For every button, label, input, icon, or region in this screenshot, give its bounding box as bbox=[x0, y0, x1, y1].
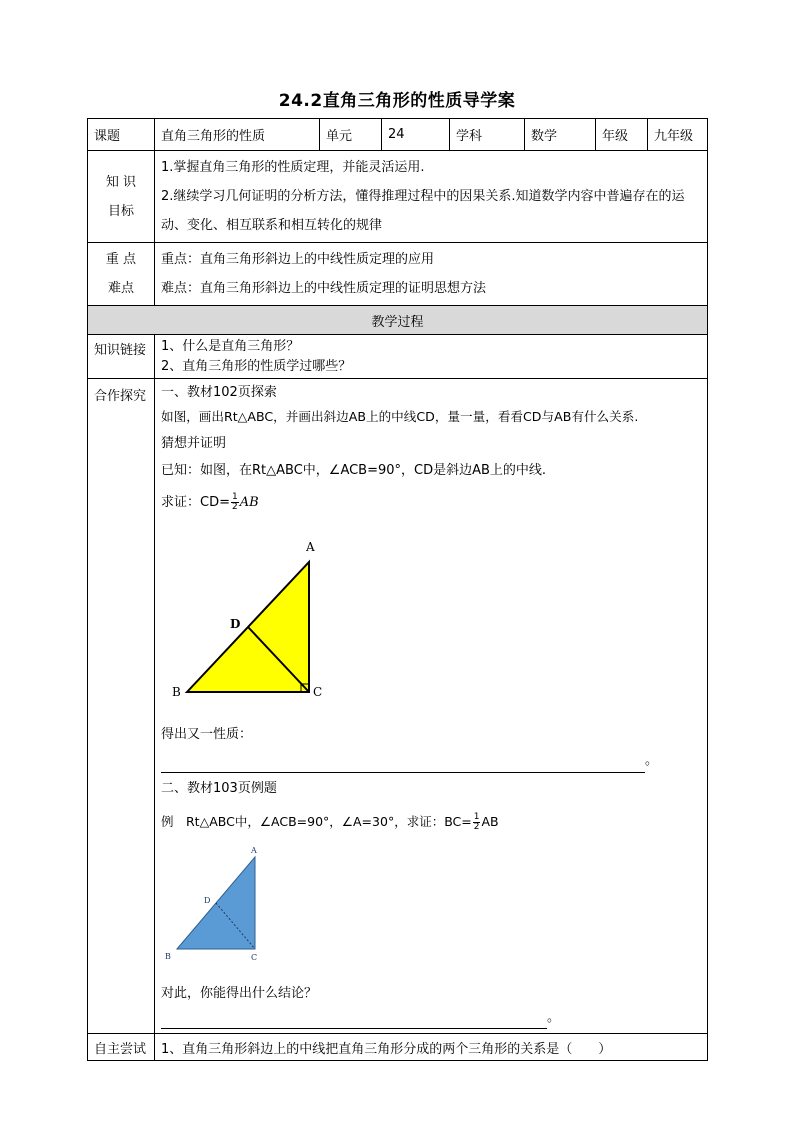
section2-title: 二、教材103页例题 bbox=[161, 781, 277, 796]
explore-guess: 猜想并证明 bbox=[161, 436, 227, 451]
review-label: 知识链接 bbox=[88, 335, 155, 379]
subject-label: 学科 bbox=[450, 119, 525, 151]
figure2-label-b: B bbox=[165, 952, 171, 961]
example-frac-num: 1 bbox=[473, 812, 480, 822]
figure2-label-a: A bbox=[251, 846, 257, 855]
figure1-label-b: B bbox=[172, 685, 181, 699]
prove-fraction bbox=[231, 493, 239, 512]
keypoints-row bbox=[88, 243, 708, 306]
goals-label-line1: 知 识 bbox=[105, 174, 137, 190]
goal-item-2: 2.继续学习几何证明的分析方法，懂得推理过程中的因果关系.知道数学内容中普遍存在的运动、变化、相互联系和相互转化的规律 bbox=[161, 189, 685, 233]
prove-prefix: 求证：CD= bbox=[161, 495, 230, 510]
section1-title: 一、教材102页探索 bbox=[161, 385, 277, 400]
conclusion2-line bbox=[161, 1007, 701, 1029]
goal-item-1: 1.掌握直角三角形的性质定理，并能灵活运用. bbox=[161, 160, 425, 175]
conclusion1-blank[interactable] bbox=[161, 754, 645, 773]
figure1-label-d: D bbox=[230, 617, 241, 631]
prove-frac-den: 2 bbox=[231, 502, 238, 512]
explore-prove bbox=[161, 485, 701, 521]
figure2-label-d: D bbox=[204, 896, 211, 905]
conclusion2-prompt: 对此，你能得出什么结论？ bbox=[161, 986, 318, 1001]
process-band-row bbox=[88, 306, 708, 335]
explore-row bbox=[88, 379, 708, 1034]
conclusion1-prompt: 得出又一性质： bbox=[161, 727, 253, 742]
process-header: 教学过程 bbox=[88, 306, 708, 335]
goals-row bbox=[88, 151, 708, 243]
unit-label: 单元 bbox=[320, 119, 382, 151]
prove-frac-num: 1 bbox=[231, 492, 238, 502]
keypoints-label-line2: 难点 bbox=[107, 281, 134, 296]
example-suffix: AB bbox=[481, 814, 499, 829]
review-content bbox=[155, 335, 708, 379]
course-value: 直角三角形的性质 bbox=[155, 119, 320, 151]
header-row bbox=[88, 119, 708, 151]
review-question-2: 2、直角三角形的性质学过哪些？ bbox=[161, 359, 352, 374]
example-fraction bbox=[473, 813, 481, 832]
review-row bbox=[88, 335, 708, 379]
review-question-1: 1、什么是直角三角形？ bbox=[161, 339, 300, 354]
figure-2 bbox=[161, 841, 291, 971]
grade-label: 年级 bbox=[596, 119, 648, 151]
goals-label bbox=[88, 151, 155, 243]
conclusion1-line bbox=[161, 749, 701, 773]
explore-content bbox=[155, 379, 708, 1034]
example-frac-den: 2 bbox=[473, 822, 480, 832]
conclusion2-end: 。 bbox=[547, 1010, 561, 1025]
explore-instruction: 如图，画出Rt△ABC，并画出斜边AB上的中线CD，量一量，看看CD与AB有什么关系. bbox=[161, 409, 639, 424]
selftry-label: 自主尝试 bbox=[88, 1034, 155, 1061]
subject-value: 数学 bbox=[525, 119, 596, 151]
explore-label: 合作探究 bbox=[88, 379, 155, 1034]
conclusion1-end: 。 bbox=[645, 753, 659, 768]
goals-label-line2: 目标 bbox=[107, 203, 134, 219]
figure-1 bbox=[167, 527, 367, 707]
selftry-row bbox=[88, 1034, 708, 1061]
keypoint-focus: 重点：直角三角形斜边上的中线性质定理的应用 bbox=[161, 252, 435, 267]
course-label: 课题 bbox=[88, 119, 155, 151]
example-prefix: 例 Rt△ABC中，∠ACB=90°，∠A=30°，求证：BC= bbox=[161, 814, 472, 829]
keypoints-content bbox=[155, 243, 708, 306]
conclusion2-blank[interactable] bbox=[161, 1012, 547, 1029]
figure1-label-c: C bbox=[313, 685, 323, 699]
selftry-question-1: 1、直角三角形斜边上的中线把直角三角形分成的两个三角形的关系是（ ） bbox=[155, 1034, 708, 1061]
unit-value: 24 bbox=[382, 119, 450, 151]
page-title: 24.2直角三角形的性质导学案 bbox=[278, 91, 516, 111]
lesson-table bbox=[87, 118, 708, 1061]
keypoints-label bbox=[88, 243, 155, 306]
explore-given: 已知：如图，在Rt△ABC中，∠ACB=90°，CD是斜边AB上的中线. bbox=[161, 463, 547, 478]
grade-value: 九年级 bbox=[648, 119, 708, 151]
keypoints-label-line1: 重 点 bbox=[105, 252, 137, 267]
figure2-label-c: C bbox=[251, 953, 258, 962]
prove-suffix: AB bbox=[239, 495, 259, 510]
figure1-label-a: A bbox=[306, 540, 315, 554]
example-statement bbox=[161, 805, 701, 839]
keypoint-difficulty: 难点：直角三角形斜边上的中线性质定理的证明思想方法 bbox=[161, 281, 487, 296]
goals-content bbox=[155, 151, 708, 243]
